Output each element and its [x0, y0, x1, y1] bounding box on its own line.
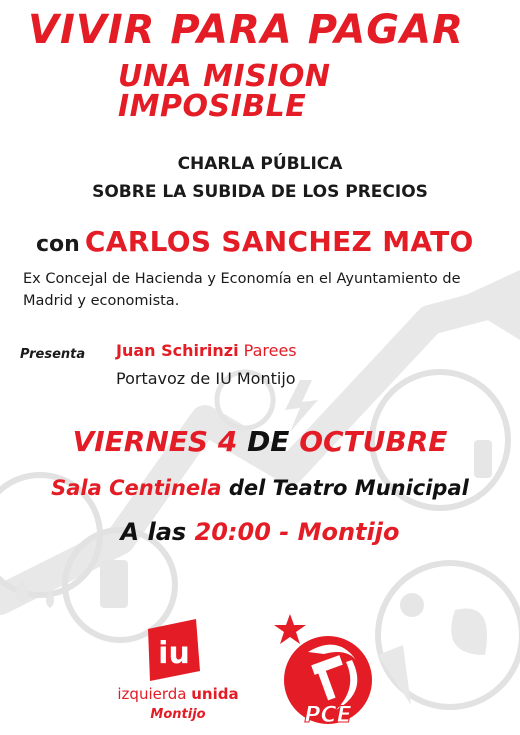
pce-logo-mark: PCE — [304, 703, 352, 728]
presenter-last-name: Parees — [243, 341, 297, 360]
time-prefix: A las — [120, 518, 187, 546]
date-month: OCTUBRE — [299, 425, 448, 458]
presenter-first-name: Juan Schirinzi — [116, 341, 239, 360]
time-value: 20:00 - Montijo — [194, 518, 400, 546]
iu-name — [108, 687, 248, 702]
iu-name-regular: izquierda — [117, 685, 187, 703]
iu-name-bold: unida — [191, 685, 239, 703]
gas-pump-icon — [100, 560, 128, 608]
presenter-role: Portavoz de IU Montijo — [116, 369, 296, 388]
event-type-line-1: CHARLA PÚBLICA — [177, 154, 343, 174]
iu-place: Montijo — [150, 707, 206, 722]
speaker-heading — [36, 225, 474, 258]
iu-logo-mark: iu — [158, 636, 190, 671]
headline-line-1: VIVIR PARA PAGAR — [28, 7, 464, 53]
event-type — [0, 150, 520, 206]
iu-logo — [138, 615, 208, 685]
speaker-name: CARLOS SANCHEZ MATO — [84, 225, 474, 258]
venue-room: Sala Centinela — [51, 476, 222, 500]
date-connector: DE — [247, 425, 290, 458]
tomato-icon — [400, 593, 424, 617]
event-time — [0, 520, 520, 544]
event-date — [0, 425, 520, 458]
venue-place: del Teatro Municipal — [228, 476, 469, 500]
presenter-label: Presenta — [20, 347, 86, 362]
speaker-prefix: con — [36, 232, 80, 257]
date-weekday: VIERNES 4 — [72, 425, 238, 458]
event-venue — [0, 478, 520, 499]
headline-line-2: UNA MISION IMPOSIBLE — [118, 59, 331, 124]
leaf-icon — [451, 608, 487, 655]
star-icon — [274, 614, 306, 644]
pce-logo — [268, 612, 384, 730]
event-type-line-2: SOBRE LA SUBIDA DE LOS PRECIOS — [92, 182, 428, 202]
presenter-name — [116, 343, 297, 359]
speaker-description: Ex Concejal de Hacienda y Economía en el Ayuntamiento de Madrid y economista. — [23, 271, 461, 309]
